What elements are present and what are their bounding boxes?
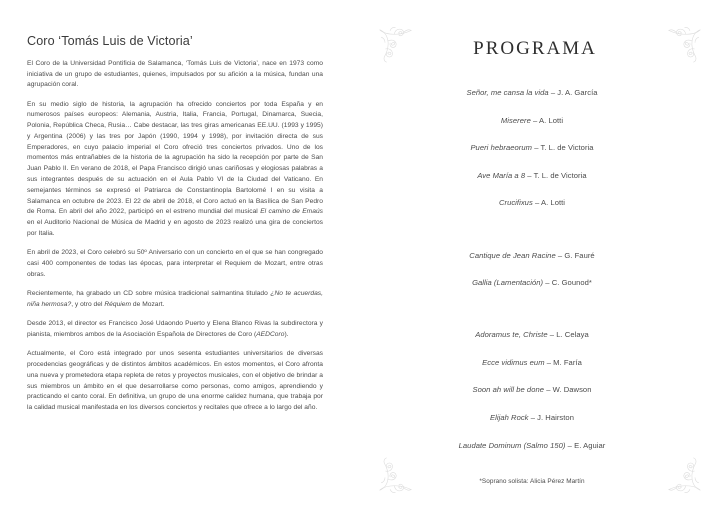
choir-title: Coro ‘Tomás Luis de Victoria’ <box>27 34 193 48</box>
program-composer: E. Aguiar <box>574 440 606 450</box>
program-item <box>372 198 692 207</box>
program-work-title: Cantique de Jean Racine <box>469 250 556 260</box>
program-separator: – <box>555 250 565 260</box>
description-paragraph: En abril de 2023, el Coro celebró su 50º Aniversario con un concierto en el que se han congregado casi 400 componentes de todas las épocas, para interpretar el Requiem de Mozart, entre otras obras. <box>27 249 323 278</box>
program-composer: A. Lotti <box>539 115 564 125</box>
program-separator: – <box>548 88 558 97</box>
program-separator: – <box>544 357 554 367</box>
program-work-title: Soon ah will be done <box>472 385 545 395</box>
program-work-title: Ecce vidimus eum <box>482 357 545 367</box>
program-heading: PROGRAMA <box>473 38 597 59</box>
program-work-title: Miserere <box>500 115 531 125</box>
program-item <box>372 88 692 97</box>
program-separator: – <box>565 440 575 450</box>
program-item <box>372 171 692 180</box>
program-work-title: Crucifixus <box>498 198 533 208</box>
program-work-title: Pueri hebraeorum <box>470 143 533 153</box>
program-item <box>372 330 692 339</box>
description-paragraph: Recientemente, ha grabado un CD sobre música tradicional salmantina titulado ¿No te acuerdas, niña hermosa?, y otro del Réquiem de Mozart. <box>27 290 323 308</box>
program-work-title: Laudate Dominum (Salmo 150) <box>458 440 566 450</box>
program-composer: A. Lotti <box>540 198 566 208</box>
program-item <box>372 358 692 367</box>
description-paragraph: En su medio siglo de historia, la agrupación ha ofrecido conciertos por toda España y en numerosos países europeos: Alemania, Austria, Italia, Francia, Portugal, Dinamarca, Suecia, Polonia, República Checa, Rusia… Cabe destacar, las tres giras americanas EE.UU. (1993 y 1995) y Argentina (2006) y las tres por Japón (1990, 1994 y 1998), por invitación directa de sus Emperadores, en cuyo palacio imperial el Coro ofreció tres conciertos privados. Uno de los momentos más entrañables de la historia de la agrupación ha sido la recepción por parte de San Juan Pablo II. En verano de 2018, el Papa Francisco dirigió unas cariñosas y elogiosas palabras a sus integrantes después de su actuación en el Aula Pablo VI de la Ciudad del Vaticano. En semejantes términos se expresó el Patriarca de Constantinopla Bartolomé I en su visita a Salamanca en octubre de 2023. El 22 de abril de 2018, el Coro actuó en la Basílica de San Pedro de Roma. En abril del año 2022, participó en el estreno mundial del musical El camino de Emaús en el Auditorio Nacional de Música de Madrid y en agosto de 2023 realizó una gira de conciertos por Italia. <box>27 100 323 237</box>
program-item <box>372 278 692 287</box>
program-column <box>372 20 692 490</box>
description-paragraph: El Coro de la Universidad Pontificia de Salamanca, ‘Tomás Luis de Victoria’, nace en 1973 como iniciativa de un grupo de estudiantes, quienes, impulsados por su afición a la música, fundan una agrupación coral. <box>27 59 323 89</box>
program-separator: – <box>530 115 540 125</box>
choir-description-paragraphs <box>27 59 323 414</box>
program-composer: C. Gounod* <box>551 278 592 288</box>
program-work-title: Elijah Rock <box>490 413 529 423</box>
description-paragraph: Actualmente, el Coro está integrado por unos sesenta estudiantes universitarios de diversas procedencias geográficas y de distintos ámbitos académicos. En estos momentos, el Coro afronta una nueva y prometedora etapa repleta de retos y proyectos musicales, con el objetivo de brindar a sus miembros un ámbito en el que desarrollarse como personas, como amigos, aprendiendo y practicando el canto coral. En definitiva, un grupo de una enorme calidez humana, que trabaja por la calidad musical manifestada en los diversos conciertos y recitales que ofrece a lo largo del año. <box>27 350 323 412</box>
program-composer: G. Fauré <box>564 250 595 260</box>
program-footnote: *Soprano solista: Alicia Pérez Martín <box>479 477 585 485</box>
program-separator: – <box>543 278 552 288</box>
program-separator: – <box>525 170 534 180</box>
program-item <box>372 143 692 152</box>
program-work-title: Gallia (Lamentación) <box>472 278 544 288</box>
program-item <box>372 441 692 450</box>
program-separator: – <box>528 413 538 423</box>
program-composer: W. Dawson <box>552 385 592 395</box>
program-work-title: Señor, me cansa la vida <box>466 88 549 97</box>
program-item <box>372 385 692 394</box>
program-item <box>372 251 692 260</box>
program-separator: – <box>532 143 541 153</box>
program-composer: J. A. García <box>557 88 598 97</box>
program-item <box>372 413 692 422</box>
program-item <box>372 116 692 125</box>
program-work-title: Ave María a 8 <box>477 170 526 180</box>
program-separator: – <box>547 330 557 340</box>
description-paragraph: Desde 2013, el director es Francisco José Udaondo Puerto y Elena Blanco Rivas la subdirectora y pianista, miembros ambos de la Asociación Española de Directores de Coro (AEDCoro). <box>27 320 323 338</box>
program-composer: L. Celaya <box>556 330 589 340</box>
program-separator: – <box>544 385 553 395</box>
program-composer: T. L. de Victoria <box>533 170 587 180</box>
program-composer: M. Faría <box>553 357 582 367</box>
program-composer: J. Hairston <box>537 413 574 423</box>
program-separator: – <box>532 198 541 208</box>
program-composer: T. L. de Victoria <box>540 143 594 153</box>
program-work-title: Adoramus te, Christe <box>475 330 548 340</box>
choir-description-column <box>27 34 323 414</box>
program-list <box>372 88 692 450</box>
